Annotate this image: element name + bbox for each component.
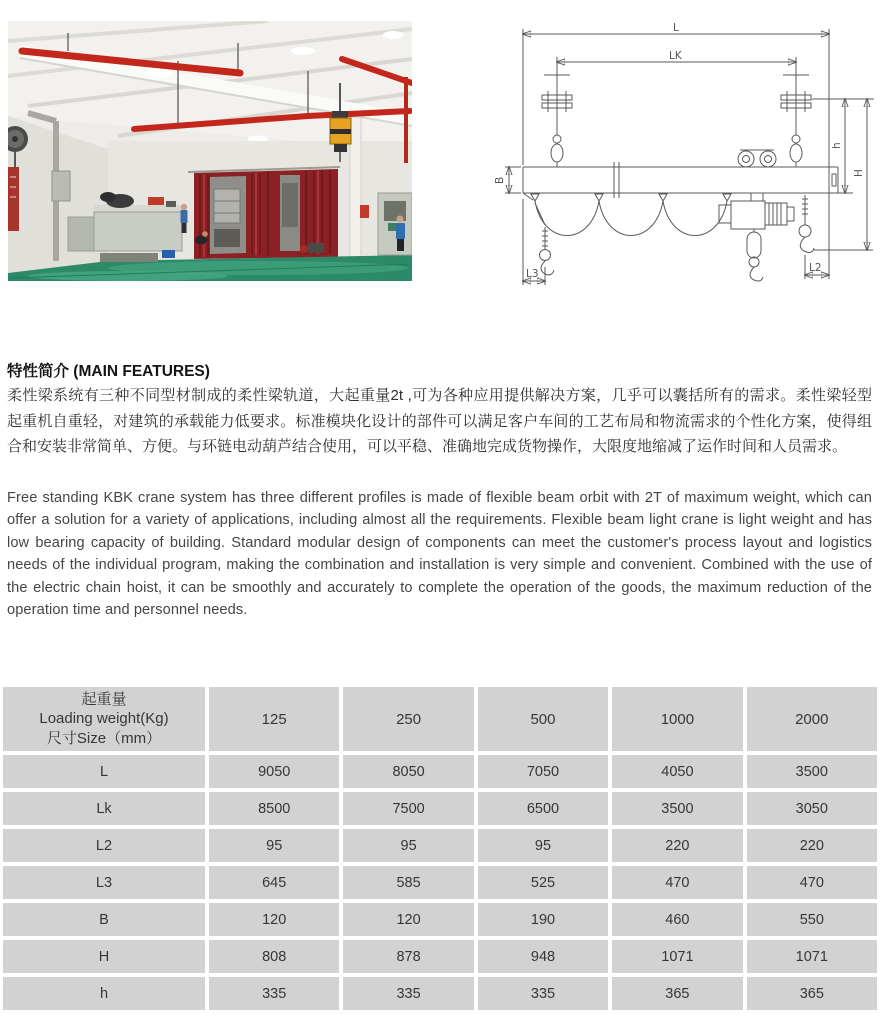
dimension-H (813, 99, 873, 250)
spec-value: 9050 (209, 755, 339, 788)
spec-value: 525 (478, 866, 608, 899)
row-label: h (3, 977, 205, 1010)
en-line: offer a solution for a variety of applications, including almost all the requirements. Flexible beam light crane is light weight and has (7, 512, 872, 529)
row-label: H (3, 940, 205, 973)
spec-value: 7050 (478, 755, 608, 788)
svg-text:H: H (853, 169, 865, 177)
dimension-L2 (805, 255, 829, 279)
spec-value: 220 (747, 829, 877, 862)
row-label: L2 (3, 829, 205, 862)
spec-value: 365 (612, 977, 742, 1010)
spec-value: 550 (747, 903, 877, 936)
zh-line: 起重机自重轻，对建筑的承载能力低要求。标准模块化设计的部件可以满足客户车间的工艺布局和物流需求的个性化方案，使得组 (7, 412, 872, 430)
spec-value: 120 (209, 903, 339, 936)
hook-left (535, 203, 554, 275)
row-label: Lk (3, 792, 205, 825)
features-heading: 特性简介 (MAIN FEATURES) (7, 363, 210, 380)
curtain-opening-right (280, 175, 300, 251)
svg-text:h: h (831, 142, 843, 149)
spec-value: 948 (478, 940, 608, 973)
spec-value: 8500 (209, 792, 339, 825)
spec-value: 470 (747, 866, 877, 899)
svg-text:L3: L3 (526, 268, 539, 280)
en-line: the electric chain hoist, it can be smoothly and accurately to complete the operation of the goods, the maximum reduction of the (7, 579, 872, 596)
row-label: L3 (3, 866, 205, 899)
spec-value: 1071 (612, 940, 742, 973)
dimension-B (494, 167, 521, 193)
column-header: 1000 (612, 687, 742, 751)
column-header: 125 (209, 687, 339, 751)
spec-value: 460 (612, 903, 742, 936)
spec-value: 190 (478, 903, 608, 936)
suspension-right (781, 68, 811, 167)
spec-value: 585 (343, 866, 473, 899)
spec-value: 1071 (747, 940, 877, 973)
trolley-hoist (719, 150, 794, 281)
spec-value: 3050 (747, 792, 877, 825)
spec-value: 808 (209, 940, 339, 973)
spec-value: 3500 (747, 755, 877, 788)
hook-right (799, 195, 814, 252)
column (350, 117, 361, 259)
row-label: B (3, 903, 205, 936)
en-line: Free standing KBK crane system has three different profiles is made of flexible beam orbit with 2T of maximum weight, which can (7, 490, 872, 506)
spec-value: 878 (343, 940, 473, 973)
dimension-L3 (523, 199, 545, 285)
factory-photo (8, 21, 412, 281)
svg-text:L2: L2 (809, 262, 822, 274)
spec-value: 3500 (612, 792, 742, 825)
spec-value: 7500 (343, 792, 473, 825)
festoon-cable (531, 194, 731, 236)
spec-value: 365 (747, 977, 877, 1010)
en-line: operation time and personnel needs. (7, 602, 248, 619)
intro-paragraph-en (7, 487, 872, 621)
suspension-left (542, 68, 572, 167)
row-label: L (3, 755, 205, 788)
curtain-opening-left (210, 176, 246, 254)
table-header-line: Loading weight(Kg) (39, 710, 169, 728)
column-header: 500 (478, 687, 608, 751)
zh-line: 柔性梁系统有三种不同型材制成的柔性梁轨道，大起重量2t ,可为各种应用提供解决方案，几乎可以囊括所有的需求。柔性梁轻型 (7, 387, 872, 404)
column-header: 250 (343, 687, 473, 751)
spec-value: 470 (612, 866, 742, 899)
dimension-LK (557, 50, 796, 73)
spec-value: 95 (343, 829, 473, 862)
pallet (100, 253, 158, 262)
spec-value: 645 (209, 866, 339, 899)
dimension-h (812, 99, 874, 193)
svg-text:L: L (673, 22, 679, 34)
spec-value: 220 (612, 829, 742, 862)
blue-bin (162, 250, 175, 258)
spec-value: 335 (478, 977, 608, 1010)
spec-value: 6500 (478, 792, 608, 825)
beam (523, 162, 838, 200)
table-header-label (3, 687, 205, 751)
svg-text:B: B (494, 176, 506, 184)
spec-value: 335 (343, 977, 473, 1010)
table-header-line: 起重量 (81, 690, 127, 708)
intro-paragraph-zh (7, 383, 872, 460)
en-line: low bearing capacity of building. Standard modular design of components can meet the customer's process layout and logistics (7, 534, 872, 551)
spec-value: 95 (209, 829, 339, 862)
spec-value: 95 (478, 829, 608, 862)
zh-line: 合和安装非常简单、方便。与环链电动葫芦结合使用，可以平稳、准确地完成货物操作，大限度地缩减了运作时间和人员需求。 (7, 438, 848, 455)
spec-value: 4050 (612, 755, 742, 788)
crane-dimension-drawing (493, 17, 878, 287)
en-line: needs of the individual program, making the combination and installation is very simple and convenient. Combined with the use of (7, 557, 872, 574)
table-header-line: 尺寸Size（mm） (46, 729, 162, 747)
warning-sign (360, 205, 369, 218)
column-header: 2000 (747, 687, 877, 751)
spec-value: 335 (209, 977, 339, 1010)
spec-table (3, 687, 877, 1010)
spec-value: 120 (343, 903, 473, 936)
svg-text:LK: LK (669, 50, 682, 62)
spec-value: 8050 (343, 755, 473, 788)
